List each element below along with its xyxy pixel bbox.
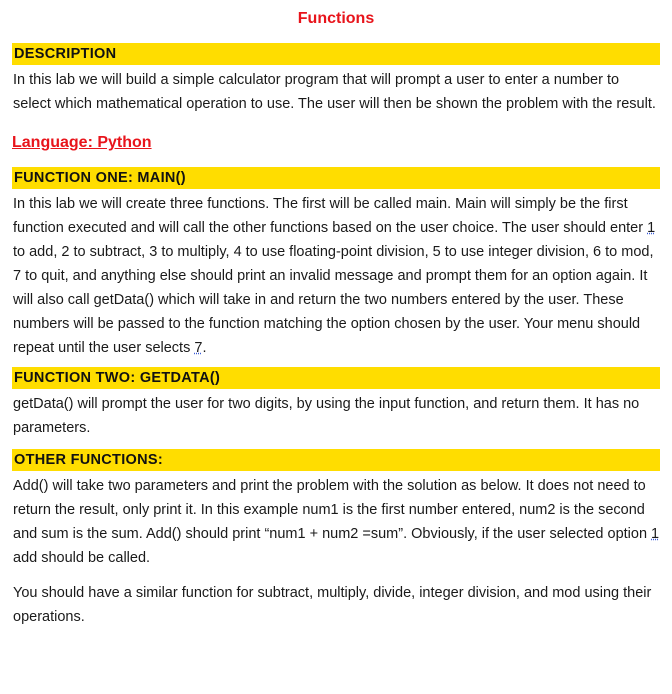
section-heading-function-one: FUNCTION ONE: MAIN() <box>12 167 660 189</box>
section-heading-other-functions: OTHER FUNCTIONS: <box>12 449 660 471</box>
other-functions-text1-part2: add should be called. <box>13 550 151 566</box>
section-heading-function-two: FUNCTION TWO: GETDATA() <box>12 367 660 389</box>
other-functions-paragraph-2: You should have a similar function for subtract, multiply, divide, integer division, and mod using their operations. <box>13 585 652 625</box>
description-paragraph: In this lab we will build a simple calculator program that will prompt a user to enter a number to select which mathematical operation to use. The user will then be shown the problem with the result. <box>13 72 656 112</box>
function-one-text-part2: to add, 2 to subtract, 3 to multiply, 4 to use floating-point division, 5 to use integer division, 6 to mod, 7 to quit, and anything else should print an invalid message and prompt them for an option again. It will also call getData() which will take in and return the two numbers entered by the user. These numbers will be passed to the function matching the option chosen by the user. Your menu should repeat until the user selects <box>13 244 654 356</box>
page-title: Functions <box>297 10 375 27</box>
function-one-text-part1: In this lab we will create three functions. The first will be called main. Main will simply be the first function executed and will call the other functions based on the user choice. The user should enter <box>13 196 648 236</box>
section-heading-description: DESCRIPTION <box>12 43 660 65</box>
function-one-text-part3: . <box>202 340 207 356</box>
function-one-add-number: 1 <box>647 220 656 236</box>
other-functions-option-number: 1 <box>651 526 660 542</box>
function-one-quit-number: 7 <box>194 340 203 356</box>
other-functions-paragraph-1 <box>12 474 660 570</box>
function-one-paragraph <box>12 192 660 360</box>
language-label: Language: Python <box>12 134 152 151</box>
other-functions-text1-part1: Add() will take two parameters and print the problem with the solution as below. It does not need to return the result, only print it. In this example num1 is the first number entered, num2 is the second and sum is the sum. Add() should print “num1 + num2 =sum”. Obviously, if the user selected option <box>13 478 652 542</box>
function-two-paragraph: getData() will prompt the user for two digits, by using the input function, and return them. It has no parameters. <box>13 396 640 436</box>
